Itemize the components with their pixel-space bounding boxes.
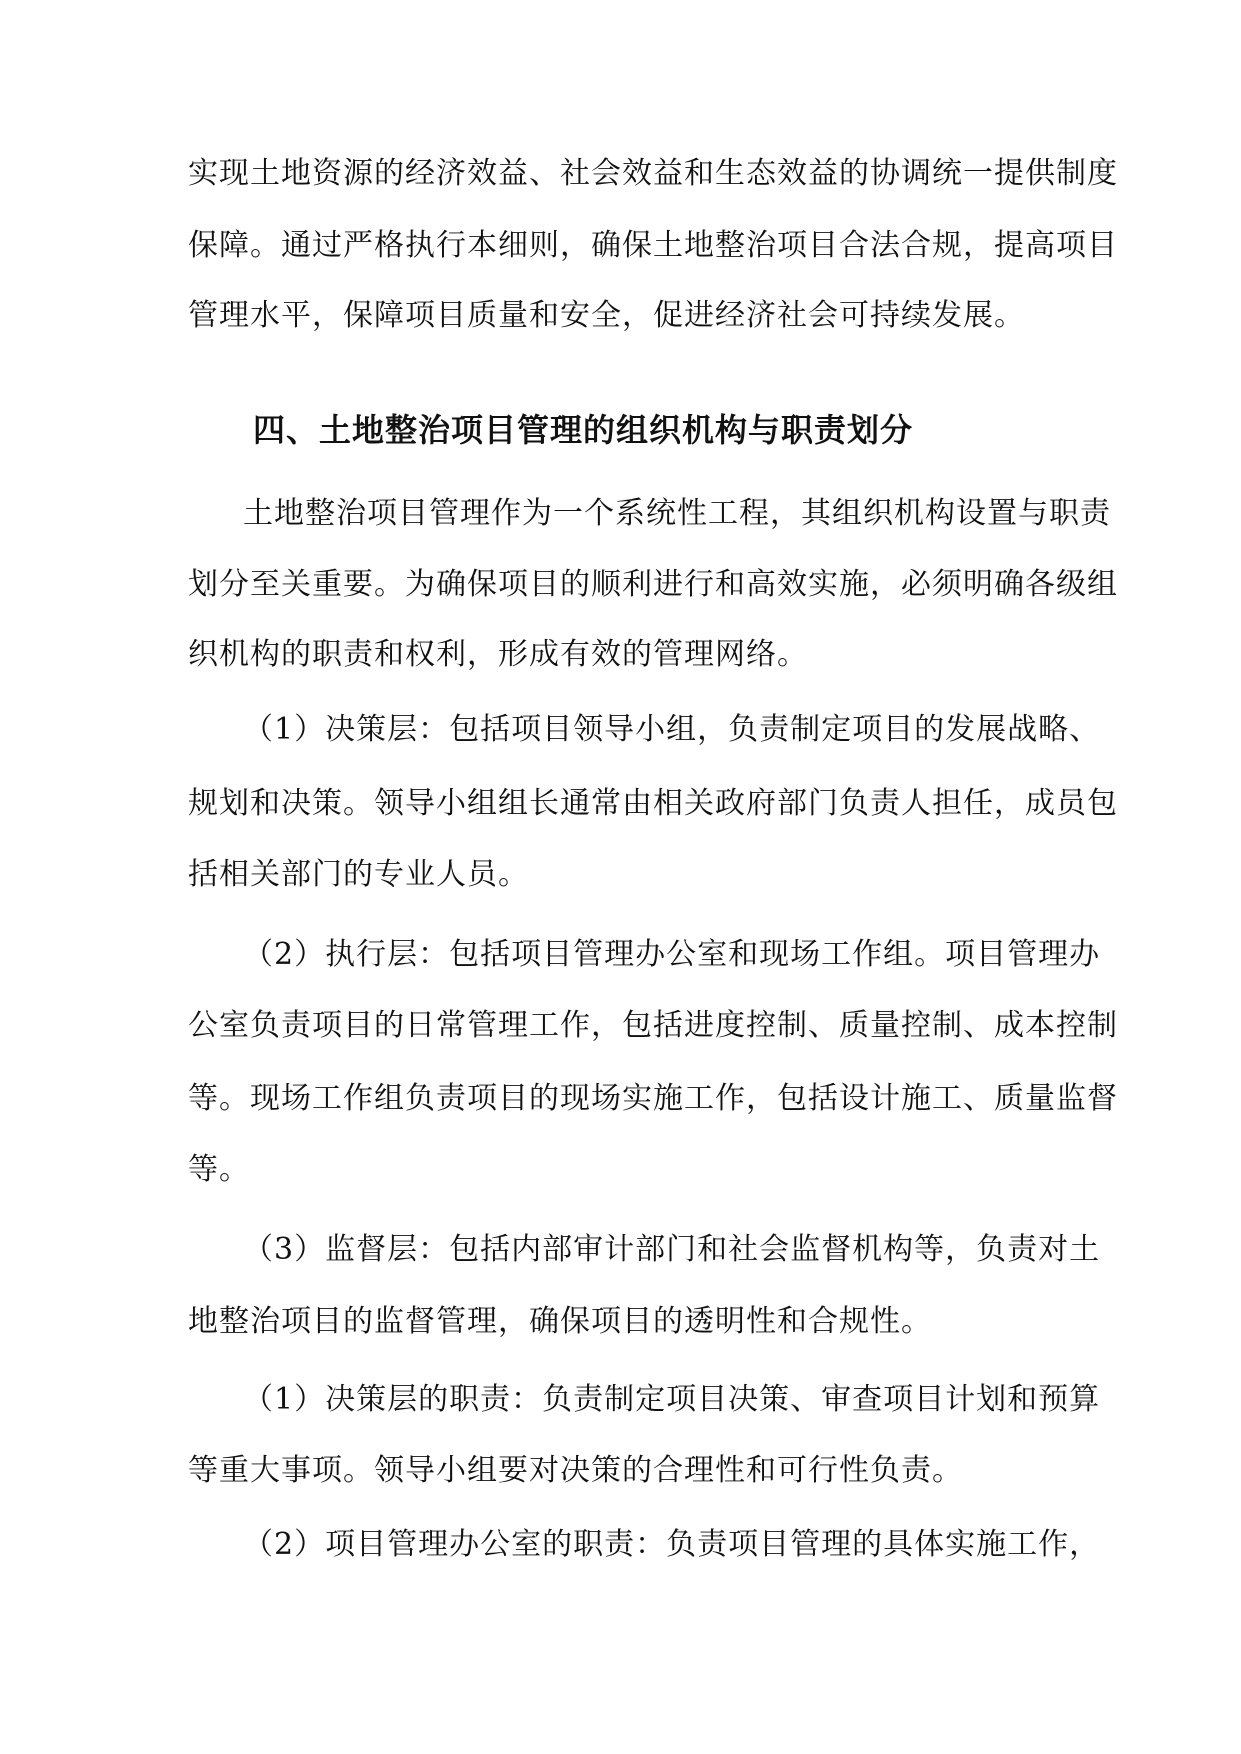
text-line: （1）决策层的职责：负责制定项目决策、审查项目计划和预算 (243, 1382, 1101, 1417)
text-line: （2）执行层：包括项目管理办公室和现场工作组。项目管理办 (243, 937, 1101, 972)
section-heading: 四、土地整治项目管理的组织机构与职责划分 (253, 411, 914, 449)
text-line: 织机构的职责和权利，形成有效的管理网络。 (188, 637, 808, 672)
text-line: 公室负责项目的日常管理工作，包括进度控制、质量控制、成本控制 (188, 1008, 1118, 1043)
text-line: （1）决策层：包括项目领导小组，负责制定项目的发展战略、 (243, 712, 1101, 747)
text-line: 土地整治项目管理作为一个系统性工程，其组织机构设置与职责 (243, 496, 1111, 531)
text-line: 实现土地资源的经济效益、社会效益和生态效益的协调统一提供制度 (188, 156, 1118, 191)
text-line: 括相关部门的专业人员。 (188, 857, 529, 892)
text-line: 等。现场工作组负责项目的现场实施工作，包括设计施工、质量监督 (188, 1081, 1118, 1116)
text-line: 地整治项目的监督管理，确保项目的透明性和合规性。 (188, 1304, 932, 1339)
text-line: 管理水平，保障项目质量和安全，促进经济社会可持续发展。 (188, 298, 1025, 333)
text-line: 保障。通过严格执行本细则，确保土地整治项目合法合规，提高项目 (188, 228, 1118, 263)
text-line: 划分至关重要。为确保项目的顺利进行和高效实施，必须明确各级组 (188, 567, 1118, 602)
text-line: 规划和决策。领导小组组长通常由相关政府部门负责人担任，成员包 (188, 786, 1118, 821)
text-line: 等重大事项。领导小组要对决策的合理性和可行性负责。 (188, 1453, 963, 1488)
text-line: （2）项目管理办公室的职责：负责项目管理的具体实施工作， (243, 1527, 1101, 1562)
text-line: （3）监督层：包括内部审计部门和社会监督机构等，负责对土 (243, 1232, 1101, 1267)
text-line: 等。 (188, 1152, 250, 1187)
